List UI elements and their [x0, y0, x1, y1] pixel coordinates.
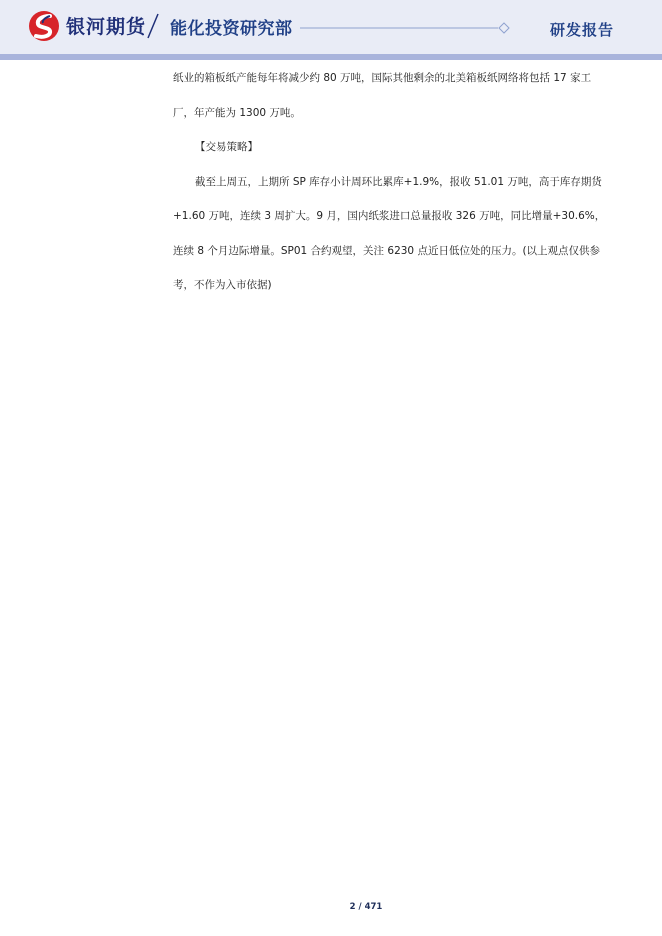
report-type-label: 研发报告	[549, 21, 614, 39]
body-text-line: 纸业的箱板纸产能每年将减少约 80 万吨，国际其他剩余的北美箱板纸网络将包括 17 家工	[173, 72, 592, 84]
department-name: 能化投资研究部	[170, 19, 293, 39]
body-text-line: 截至上周五，上期所 SP 库存小计周环比累库+1.9%，报收 51.01 万吨，高于库存期货	[195, 175, 602, 188]
slash-divider-icon	[146, 12, 160, 40]
company-name: 银河期货	[66, 16, 147, 38]
report-body	[173, 61, 621, 303]
body-text-line: 厂，年产能为 1300 万吨。	[173, 106, 301, 119]
body-text-line: +1.60 万吨，连续 3 周扩大。9 月，国内纸浆进口总量报收 326 万吨，同比增量+30.6%，	[173, 210, 606, 222]
page-header	[0, 0, 662, 54]
galaxy-logo-icon	[28, 10, 60, 42]
page-number: 2 / 471	[349, 902, 383, 912]
page-footer	[0, 902, 662, 912]
body-text-line: 连续 8 个月边际增量。SP01 合约观望，关注 6230 点近日低位处的压力。(以上观点仅供参	[173, 244, 601, 257]
diamond-line-decoration-icon	[300, 20, 512, 36]
header-divider-bar	[0, 54, 662, 60]
section-title: 【交易策略】	[195, 141, 258, 153]
body-text-line: 考，不作为入市依据)	[173, 279, 272, 291]
